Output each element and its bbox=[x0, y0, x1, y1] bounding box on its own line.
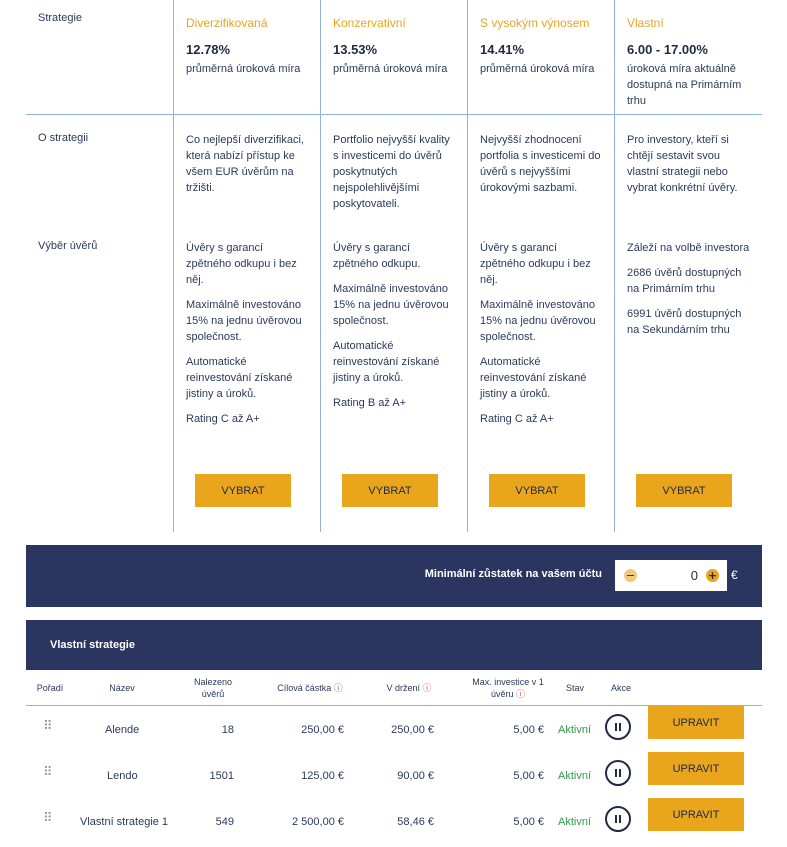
strategy-comparison-table bbox=[26, 0, 762, 532]
drag-handle-icon[interactable]: ⠿ bbox=[43, 719, 52, 734]
loan-selection-item: Úvěry s garancí zpětného odkupu i bez něj. bbox=[480, 242, 591, 286]
column-header-status: Stav bbox=[565, 683, 584, 693]
increment-icon[interactable]: + bbox=[707, 569, 718, 582]
custom-strategies-header bbox=[26, 620, 762, 670]
column-divider bbox=[467, 0, 468, 532]
table-row bbox=[26, 808, 762, 847]
row-label-strategy: Strategie bbox=[38, 12, 83, 24]
select-high-yield-button[interactable]: VYBRAT bbox=[489, 474, 585, 507]
custom-strategies-title: Vlastní strategie bbox=[50, 639, 135, 651]
drag-handle-icon[interactable]: ⠿ bbox=[43, 765, 52, 780]
loan-selection-item: Automatické reinvestování získané jistiny a úroků. bbox=[333, 340, 440, 384]
found-loans-cell: 18 bbox=[221, 724, 234, 736]
strategy-rate-caption: průměrná úroková míra bbox=[480, 63, 595, 75]
strategy-description: Nejvyšší zhodnocení portfolia s investicemi do úvěrů s nejvyššími úrokovými sazbami. bbox=[480, 134, 601, 194]
status-badge: Aktivní bbox=[558, 724, 592, 736]
loan-selection-item: Rating C až A+ bbox=[186, 413, 260, 425]
minimum-balance-label: Minimální zůstatek na vašem účtu bbox=[424, 568, 602, 580]
pause-icon[interactable] bbox=[605, 714, 631, 740]
column-header-action: Akce bbox=[610, 683, 631, 693]
strategy-rate: 12.78% bbox=[186, 42, 231, 57]
held-amount-cell: 250,00 € bbox=[391, 724, 434, 736]
row-label-loan-selection: Výběr úvěrů bbox=[38, 240, 98, 252]
strategy-rate-caption: úroková míra aktuálně dostupná na Primárním trhu bbox=[627, 63, 742, 107]
column-header-held bbox=[380, 682, 438, 695]
column-header-target bbox=[270, 682, 350, 695]
select-conservative-button[interactable]: VYBRAT bbox=[342, 474, 438, 507]
select-diversified-button[interactable]: VYBRAT bbox=[195, 474, 291, 507]
row-label-about: O strategii bbox=[38, 132, 89, 144]
info-icon[interactable]: ⓘ bbox=[333, 684, 343, 694]
column-header-name: Název bbox=[109, 683, 135, 693]
status-badge: Aktivní bbox=[558, 770, 592, 782]
status-badge: Aktivní bbox=[558, 816, 592, 828]
column-divider bbox=[173, 0, 174, 532]
loan-selection-item: Záleží na volbě investora bbox=[627, 242, 750, 254]
target-amount-cell: 250,00 € bbox=[301, 724, 344, 736]
strategy-rate: 13.53% bbox=[333, 42, 378, 57]
strategy-rate-caption: průměrná úroková míra bbox=[186, 63, 301, 75]
info-icon[interactable]: ⓘ bbox=[422, 684, 432, 694]
column-header-max-invest bbox=[466, 676, 550, 701]
held-amount-cell: 90,00 € bbox=[397, 770, 434, 782]
held-amount-cell: 58,46 € bbox=[397, 816, 434, 828]
loan-selection-item: Maximálně investováno 15% na jednu úvěrovou společnost. bbox=[333, 283, 449, 327]
strategy-name: Vlastní bbox=[627, 16, 664, 30]
column-divider bbox=[320, 0, 321, 532]
loan-selection-item: Úvěry s garancí zpětného odkupu i bez něj. bbox=[186, 242, 297, 286]
minimum-balance-input[interactable] bbox=[641, 566, 698, 585]
select-custom-button[interactable]: VYBRAT bbox=[636, 474, 732, 507]
strategy-rate-caption: průměrná úroková míra bbox=[333, 63, 448, 75]
max-invest-cell: 5,00 € bbox=[513, 724, 544, 736]
loan-selection-item: Maximálně investováno 15% na jednu úvěrovou společnost. bbox=[480, 299, 596, 343]
decrement-icon[interactable]: − bbox=[625, 569, 636, 582]
strategy-name-cell: Vlastní strategie 1 bbox=[80, 816, 169, 828]
strategy-name: Konzervativní bbox=[333, 16, 406, 30]
loan-selection-list bbox=[480, 240, 604, 436]
loan-selection-list bbox=[333, 240, 457, 420]
loan-selection-item: 2686 úvěrů dostupných na Primárním trhu bbox=[627, 267, 742, 295]
column-header-found: Nalezeno úvěrů bbox=[193, 677, 233, 699]
minimum-balance-bar bbox=[26, 545, 762, 607]
strategy-description: Co nejlepší diverzifikaci, která nabízí přístup ke všem EUR úvěrům na tržišti. bbox=[186, 134, 304, 194]
strategy-description: Pro investory, kteří si chtějí sestavit svou vlastní strategii nebo vybrat konkrétní úvěry. bbox=[627, 134, 738, 194]
strategy-description: Portfolio nejvyšší kvality s investicemi do úvěrů poskytnutých nejspolehlivějšími poskytovateli. bbox=[333, 134, 450, 210]
loan-selection-list bbox=[627, 240, 751, 347]
column-header-order: Pořadí bbox=[36, 683, 64, 693]
target-amount-cell: 2 500,00 € bbox=[292, 816, 344, 828]
max-invest-cell: 5,00 € bbox=[513, 770, 544, 782]
strategy-name: S vysokým výnosem bbox=[480, 16, 590, 30]
edit-strategy-button[interactable]: UPRAVIT bbox=[648, 798, 744, 831]
loan-selection-item: Úvěry s garancí zpětného odkupu. bbox=[333, 242, 421, 270]
drag-handle-icon[interactable]: ⠿ bbox=[43, 811, 52, 826]
loan-selection-item: Maximálně investováno 15% na jednu úvěrovou společnost. bbox=[186, 299, 302, 343]
loan-selection-list bbox=[186, 240, 310, 436]
loan-selection-item: 6991 úvěrů dostupných na Sekundárním trhu bbox=[627, 308, 742, 336]
column-header-target-label: Cílová částka bbox=[277, 683, 332, 693]
column-header-held-label: V držení bbox=[386, 683, 420, 693]
pause-icon[interactable] bbox=[605, 806, 631, 832]
strategy-name-cell: Alende bbox=[105, 724, 140, 736]
max-invest-cell: 5,00 € bbox=[513, 816, 544, 828]
edit-strategy-button[interactable]: UPRAVIT bbox=[648, 706, 744, 739]
column-divider bbox=[614, 0, 615, 532]
minimum-balance-stepper bbox=[615, 560, 727, 591]
info-icon[interactable]: ⓘ bbox=[516, 690, 526, 700]
target-amount-cell: 125,00 € bbox=[301, 770, 344, 782]
currency-symbol: € bbox=[731, 568, 738, 582]
found-loans-cell: 1501 bbox=[209, 770, 234, 782]
column-header-max-invest-label: Max. investice v 1 úvěru bbox=[472, 677, 544, 699]
strategy-rate: 6.00 - 17.00% bbox=[627, 42, 708, 57]
pause-icon[interactable] bbox=[605, 760, 631, 786]
loan-selection-item: Automatické reinvestování získané jistiny a úroků. bbox=[186, 356, 293, 400]
strategy-rate: 14.41% bbox=[480, 42, 525, 57]
edit-strategy-button[interactable]: UPRAVIT bbox=[648, 752, 744, 785]
loan-selection-item: Automatické reinvestování získané jistiny a úroků. bbox=[480, 356, 587, 400]
loan-selection-item: Rating C až A+ bbox=[480, 413, 554, 425]
row-divider bbox=[26, 114, 762, 115]
loan-selection-item: Rating B až A+ bbox=[333, 397, 407, 409]
strategy-name: Diverzifikovaná bbox=[186, 16, 268, 30]
strategy-name-cell: Lendo bbox=[107, 770, 138, 782]
found-loans-cell: 549 bbox=[215, 816, 234, 828]
